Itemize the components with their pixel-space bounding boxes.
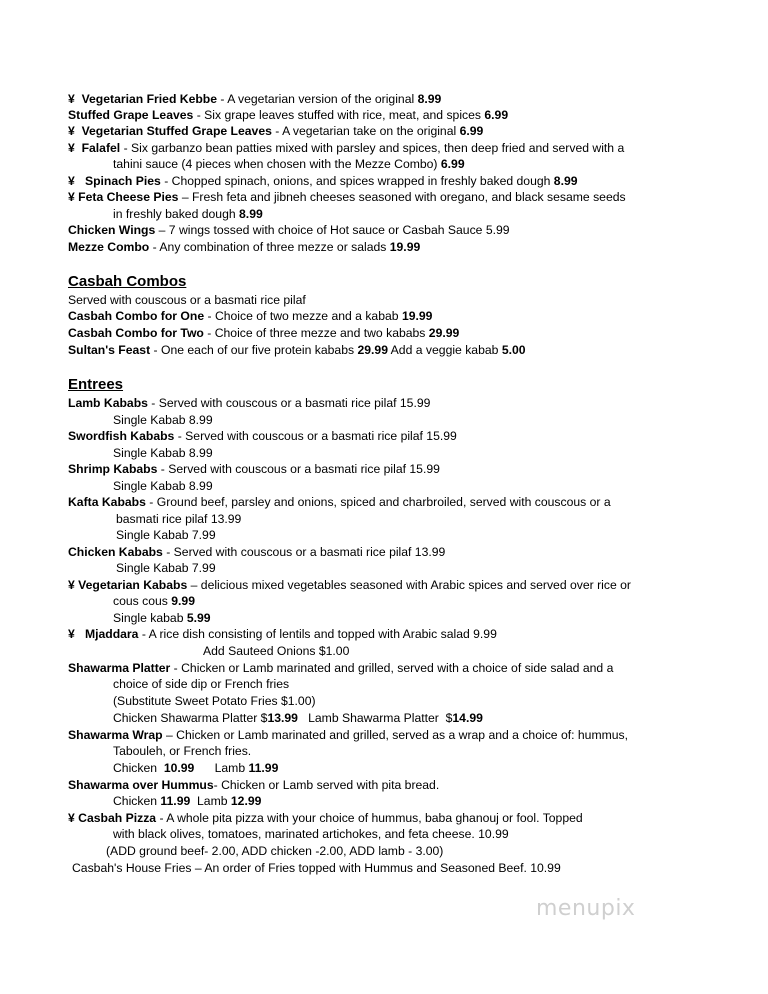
veg-mark: ¥: [68, 190, 75, 204]
item-name: Shawarma Platter: [68, 661, 171, 675]
item-desc: – Chicken or Lamb marinated and grilled, served as a wrap and a choice of: hummus,: [162, 728, 629, 742]
item-name: Sultan's Feast: [68, 343, 151, 357]
shawarma-wrap-line2: Tabouleh, or French fries.: [113, 744, 252, 758]
veg-mark: ¥: [68, 174, 75, 188]
item-name: Spinach Pies: [84, 174, 161, 188]
lamb-price: 14.99: [452, 711, 483, 725]
item-name: Mjaddara: [84, 627, 139, 641]
menu-item-falafel-line2: [113, 157, 465, 172]
item-desc: – delicious mixed vegetables seasoned with Arabic spices and served over rice or: [187, 578, 631, 592]
item-price: 8.99: [553, 174, 578, 188]
menu-item-stuffed-grape-leaves: [68, 108, 508, 123]
item-desc: - Served with couscous or a basmati rice pilaf 15.99: [174, 429, 457, 443]
single-price: 5.99: [186, 611, 211, 625]
menu-item-swordfish-kababs: [68, 429, 457, 444]
vegetarian-line2: [113, 594, 195, 609]
item-desc: - Any combination of three mezze or salads: [149, 240, 390, 254]
menu-item-mezze-combo: [68, 240, 420, 255]
item-name: Stuffed Grape Leaves: [68, 108, 194, 122]
item-name: Vegetarian Fried Kebbe: [81, 92, 218, 106]
combos-intro: Served with couscous or a basmati rice pilaf: [68, 293, 306, 307]
menupix-watermark: menupix: [536, 896, 636, 921]
item-desc: - Six garbanzo bean patties mixed with parsley and spices, then deep fried and served with a: [120, 141, 625, 155]
chicken-label: Chicken Shawarma Platter $: [113, 711, 268, 725]
item-name: Vegetarian Stuffed Grape Leaves: [81, 124, 272, 138]
shrimp-single-kabab: Single Kabab 8.99: [113, 479, 213, 493]
shawarma-hummus-prices: [113, 794, 261, 809]
menu-item-veg-fried-kebbe: [68, 92, 441, 107]
item-name: Casbah Pizza: [78, 811, 157, 825]
menu-item-sultans-feast: [68, 343, 526, 358]
item-name: Feta Cheese Pies: [78, 190, 179, 204]
item-desc: - A whole pita pizza with your choice of hummus, baba ghanouj or fool. Topped: [156, 811, 583, 825]
menu-item-spinach-pies: [68, 174, 578, 189]
veg-mark: ¥: [68, 141, 75, 155]
item-price: 6.99: [484, 108, 509, 122]
lamb-price: 11.99: [248, 761, 279, 775]
chicken-label: Chicken: [113, 761, 164, 775]
lamb-label: Lamb: [190, 794, 231, 808]
kafta-single-kabab: Single Kabab 7.99: [116, 528, 216, 542]
item-desc: - Served with couscous or a basmati rice pilaf 15.99: [157, 462, 440, 476]
item-name: Chicken Wings: [68, 223, 156, 237]
item-addon: Add a veggie kabab: [387, 343, 502, 357]
mjaddara-addon: Add Sauteed Onions $1.00: [203, 644, 350, 658]
veg-mark: ¥: [68, 811, 75, 825]
item-price: 29.99: [357, 343, 388, 357]
chicken-price: 10.99: [163, 761, 195, 775]
item-desc: - Six grape leaves stuffed with rice, meat, and spices: [193, 108, 485, 122]
menu-item-shawarma-wrap: [68, 728, 628, 743]
item-desc: tahini sauce (4 pieces when chosen with the Mezze Combo): [113, 157, 441, 171]
single-label: Single kabab: [113, 611, 187, 625]
item-name: Swordfish Kababs: [68, 429, 175, 443]
item-price: 8.99: [239, 207, 263, 221]
chicken-price: 13.99: [267, 711, 298, 725]
item-price: 8.99: [417, 92, 442, 106]
shawarma-platter-line3: (Substitute Sweet Potato Fries $1.00): [113, 694, 316, 708]
menu-item-house-fries: Casbah's House Fries – An order of Fries topped with Hummus and Seasoned Beef. 10.99: [72, 861, 561, 875]
menu-item-falafel: [68, 141, 624, 156]
item-name: Casbah Combo for One: [68, 309, 205, 323]
item-desc: – 7 wings tossed with choice of Hot sauce or Casbah Sauce 5.99: [155, 223, 510, 237]
menu-item-casbah-pizza: [68, 811, 583, 826]
item-desc: - Chicken or Lamb served with pita bread.: [213, 778, 440, 792]
lamb-label: Lamb Shawarma Platter $: [297, 711, 453, 725]
menu-item-feta-cheese-pies: [68, 190, 626, 205]
item-price: 6.99: [440, 157, 465, 171]
item-desc: - A vegetarian version of the original: [217, 92, 418, 106]
item-desc: - A rice dish consisting of lentils and topped with Arabic salad 9.99: [138, 627, 497, 641]
menu-item-lamb-kababs: [68, 396, 430, 411]
item-name: Mezze Combo: [68, 240, 150, 254]
casbah-pizza-line2: with black olives, tomatoes, marinated artichokes, and feta cheese. 10.99: [113, 827, 509, 841]
shawarma-platter-line2: choice of side dip or French fries: [113, 677, 290, 691]
veg-mark: ¥: [68, 92, 75, 106]
menu-item-chicken-kababs: [68, 545, 445, 560]
menu-item-feta-cheese-pies-line2: [113, 207, 263, 222]
item-name: Lamb Kababs: [68, 396, 148, 410]
menu-item-kafta-kababs: [68, 495, 611, 510]
item-desc: in freshly baked dough: [113, 207, 240, 221]
menu-item-combo-for-one: [68, 309, 432, 324]
item-price: 6.99: [459, 124, 484, 138]
kafta-line2: basmati rice pilaf 13.99: [116, 512, 242, 526]
item-price: 29.99: [428, 326, 460, 340]
item-addon-price: 5.00: [501, 343, 526, 357]
veg-mark: ¥: [68, 578, 75, 592]
section-heading-casbah-combos: Casbah Combos: [68, 273, 187, 290]
item-desc: - A vegetarian take on the original: [271, 124, 460, 138]
item-desc: - Chopped spinach, onions, and spices wrapped in freshly baked dough: [160, 174, 554, 188]
item-name: Shrimp Kababs: [68, 462, 158, 476]
item-name: Shawarma over Hummus: [68, 778, 214, 792]
menu-item-shrimp-kababs: [68, 462, 440, 477]
item-name: Chicken Kababs: [68, 545, 163, 559]
lamb-single-kabab: Single Kabab 8.99: [113, 413, 213, 427]
shawarma-platter-prices: [113, 711, 483, 726]
chicken-single-kabab: Single Kabab 7.99: [116, 561, 216, 575]
item-name: Vegetarian Kababs: [78, 578, 188, 592]
item-desc: cous cous: [113, 594, 172, 608]
veg-mark: ¥: [68, 627, 75, 641]
menu-item-vegetarian-kababs: [68, 578, 631, 593]
lamb-price: 12.99: [230, 794, 262, 808]
item-desc: - Chicken or Lamb marinated and grilled, served with a choice of side salad and a: [170, 661, 614, 675]
item-price: 19.99: [389, 240, 421, 254]
casbah-pizza-line3: (ADD ground beef- 2.00, ADD chicken -2.00, ADD lamb - 3.00): [106, 844, 444, 858]
item-price: 19.99: [401, 309, 433, 323]
menu-item-shawarma-platter: [68, 661, 613, 676]
item-desc: – Fresh feta and jibneh cheeses seasoned with oregano, and black sesame seeds: [178, 190, 626, 204]
item-name: Shawarma Wrap: [68, 728, 163, 742]
veg-mark: ¥: [68, 124, 75, 138]
vegetarian-single-kabab: [113, 611, 211, 626]
swordfish-single-kabab: Single Kabab 8.99: [113, 446, 213, 460]
chicken-price: 11.99: [160, 794, 191, 808]
lamb-label: Lamb: [194, 761, 249, 775]
shawarma-wrap-prices: [113, 761, 278, 776]
item-desc: - Choice of three mezze and two kababs: [203, 326, 429, 340]
chicken-label: Chicken: [113, 794, 161, 808]
menu-item-chicken-wings: [68, 223, 510, 238]
menu-item-combo-for-two: [68, 326, 459, 341]
item-desc: - One each of our five protein kababs: [150, 343, 358, 357]
item-price: 9.99: [171, 594, 195, 608]
menu-item-veg-stuffed-grape-leaves: [68, 124, 483, 139]
item-desc: - Served with couscous or a basmati rice pilaf 13.99: [162, 545, 446, 559]
menu-item-shawarma-over-hummus: [68, 778, 439, 793]
item-name: Casbah Combo for Two: [68, 326, 204, 340]
section-heading-entrees: Entrees: [68, 376, 124, 393]
menu-item-mjaddara: [68, 627, 497, 642]
item-name: Kafta Kababs: [68, 495, 146, 509]
item-desc: - Ground beef, parsley and onions, spiced and charbroiled, served with couscous or a: [145, 495, 611, 509]
item-desc: - Served with couscous or a basmati rice pilaf 15.99: [147, 396, 431, 410]
item-name: Falafel: [81, 141, 121, 155]
item-desc: - Choice of two mezze and a kabab: [204, 309, 402, 323]
